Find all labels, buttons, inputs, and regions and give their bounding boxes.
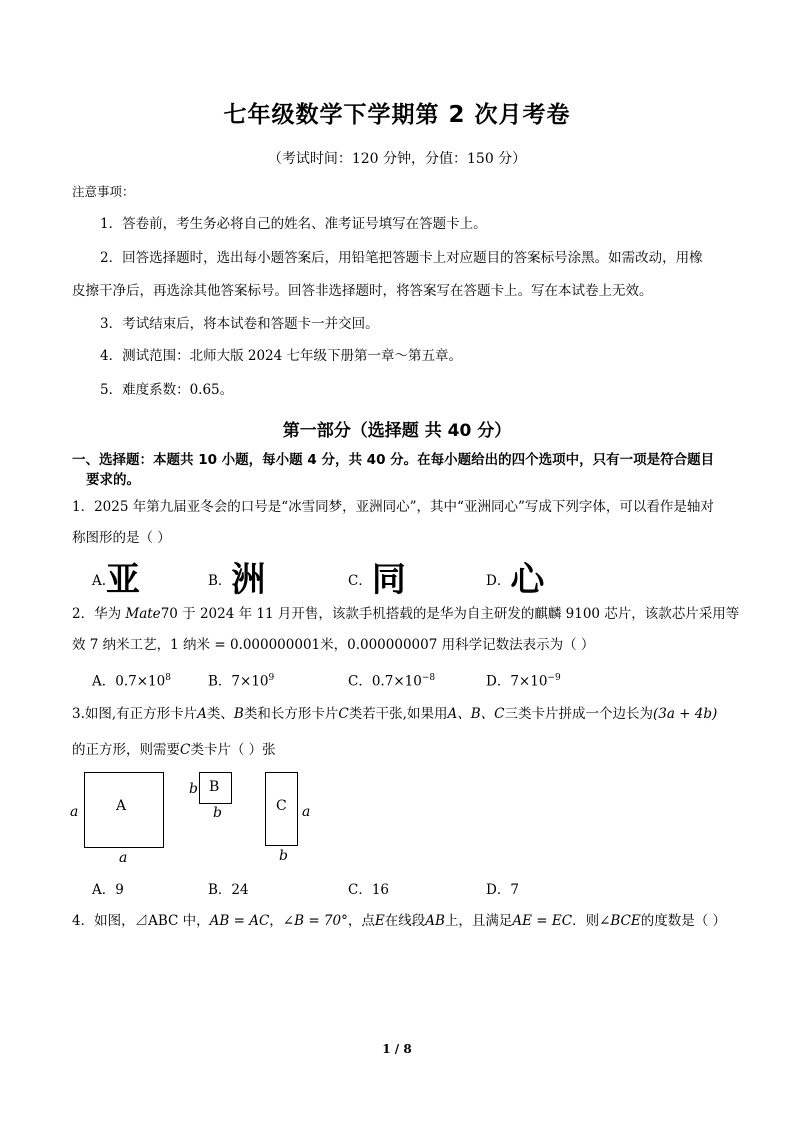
q3-option-b-letter: B． [208, 882, 232, 898]
notice-item-4: 4．测试范围：北师大版 2024 七年级下册第一章～第五章。 [100, 348, 463, 364]
q1-option-a [92, 552, 140, 601]
q2-text-mate: Mate [125, 606, 161, 622]
q4-line-1 [72, 911, 726, 931]
q3-option-d-value: 7 [510, 882, 519, 898]
notice-item-3: 3．考试结束后，将本试卷和答题卡一并交回。 [100, 316, 379, 332]
instruction-tail: ，只有一项是符合题目 [579, 452, 715, 468]
card-c-bottom-label: b [279, 848, 288, 864]
q1-option-b-char: 洲 [231, 560, 266, 600]
q3-option-d [486, 880, 519, 900]
q2-option-b [208, 668, 274, 692]
section-instruction [72, 450, 714, 470]
q4-text-k: ．则 [572, 913, 600, 929]
q4-text-i: 上，且满足 [444, 913, 513, 929]
q3-var-b: B [233, 706, 244, 722]
card-c-side-label: a [302, 804, 311, 820]
q3-text-5: 三类卡片拼成一个边长为 [504, 706, 653, 722]
q4-text-f: E [374, 913, 385, 929]
q1-option-c-char: 同 [371, 560, 406, 600]
q4-text-c: ， [269, 913, 283, 929]
q4-text-a: 4．如图，⊿ABC 中， [72, 913, 210, 929]
q1-option-a-char: 亚 [106, 560, 141, 600]
notice-item-2-line-2: 皮擦干净后，再选涂其他答案标号。回答非选择题时，将答案写在答题卡上。写在本试卷上无效。 [72, 283, 653, 299]
q4-text-e: ，点 [347, 913, 375, 929]
q4-text-l: ∠BCE [599, 913, 641, 929]
q2-option-a-letter: A． [92, 673, 116, 690]
instruction-lead: 一、选择题： [72, 452, 153, 468]
card-c-label: C [276, 798, 287, 814]
card-b-label: B [209, 779, 220, 795]
instruction-line-2: 要求的。 [86, 472, 140, 488]
q2-option-d [486, 668, 561, 692]
q2-text-a: 2．华为 [72, 606, 126, 622]
q3-text-3: 类和长方形卡片 [243, 706, 339, 722]
q1-line-1: 1．2025 年第九届亚冬会的口号是“冰雪同梦，亚洲同心”，其中“亚洲同心”写成下列字体，可以看作是轴对 [72, 499, 714, 515]
notice-heading: 注意事项： [72, 184, 135, 199]
q2-option-a-base: 0.7×10 [115, 673, 166, 690]
q1-option-a-letter: A. [92, 573, 107, 589]
q3-var-c-2: C [180, 742, 191, 758]
q2-option-b-exp: 9 [268, 673, 275, 683]
q1-option-d-char: 心 [510, 560, 545, 600]
q3-var-c: C [338, 706, 349, 722]
q2-option-c-exp: −8 [421, 673, 436, 683]
q3-text-6: 的正方形，则需要 [72, 742, 180, 758]
card-b-bottom-label: b [213, 805, 222, 821]
q3-text-7: 类卡片（ ）张 [190, 742, 276, 758]
q2-line-1 [72, 604, 739, 624]
q4-text-g: 在线段 [384, 913, 426, 929]
card-a-side-label: a [70, 804, 79, 820]
q3-option-b-value: 24 [231, 882, 249, 898]
q3-option-c-letter: C． [348, 882, 372, 898]
q3-option-a-value: 9 [115, 882, 124, 898]
q2-option-d-base: 7×10 [510, 673, 548, 690]
q3-var-a: A [197, 706, 207, 722]
q3-text-1: 3.如图,有正方形卡片 [72, 706, 198, 722]
notice-item-1: 1．答卷前，考生务必将自己的姓名、准考证号填写在答题卡上。 [100, 216, 487, 232]
q3-text-2: 类、 [206, 706, 234, 722]
q1-option-d [486, 552, 544, 601]
q4-text-h: AB [425, 913, 445, 929]
q4-text-d: ∠B = 70° [282, 913, 348, 929]
q3-var-abc: A、B、C [447, 706, 505, 722]
q1-option-b-letter: B． [208, 573, 232, 589]
q2-option-a-exp: 8 [165, 673, 171, 683]
notice-item-2-line-1: 2．回答选择题时，选出每小题答案后，用铅笔把答题卡上对应题目的答案标号涂黑。如需改动，用橡 [100, 250, 703, 266]
q3-expression: (3a + 4b) [652, 706, 718, 722]
exam-subtitle: （考试时间：120 分钟，分值：150 分） [267, 151, 527, 167]
card-a-bottom-label: a [119, 850, 128, 866]
q3-text-4: 类若干张,如果用 [348, 706, 448, 722]
q3-line-1 [72, 704, 717, 724]
q2-option-c-letter: C． [348, 673, 372, 690]
part-one-heading: 第一部分（选择题 共 40 分） [282, 421, 512, 441]
q2-text-b: 70 于 2024 年 11 月开售，该款手机搭载的是华为自主研发的麒麟 9100 芯片，该款芯片采用等 [160, 606, 740, 622]
q1-option-c [348, 552, 406, 601]
q2-line-2: 效 7 纳米工艺，1 纳米 = 0.000000001米，0.000000007 用科学记数法表示为（ ） [72, 637, 595, 653]
notice-item-5: 5．难度系数：0.65。 [100, 382, 234, 398]
exam-title: 七年级数学下学期第 2 次月考卷 [223, 102, 571, 128]
q4-text-j: AE = EC [512, 913, 573, 929]
q1-option-c-letter: C． [348, 573, 372, 589]
instruction-text: 本题共 10 小题，每小题 4 分，共 40 分。在每小题给出的 [153, 452, 512, 468]
card-a-label: A [116, 798, 127, 814]
q2-option-a [92, 668, 171, 692]
q3-option-a [92, 880, 124, 900]
q2-option-c-base: 0.7×10 [371, 673, 422, 690]
q1-option-b [208, 552, 265, 601]
q2-option-b-base: 7×10 [231, 673, 269, 690]
q1-option-d-letter: D． [486, 573, 511, 589]
q3-option-b [208, 880, 249, 900]
q3-line-2 [72, 740, 276, 760]
q3-option-d-letter: D． [486, 882, 511, 898]
page-number: 1 / 8 [382, 1042, 412, 1056]
q3-option-a-letter: A． [92, 882, 116, 898]
instruction-emphasis: 四个选项中 [511, 452, 580, 468]
q3-option-c-value: 16 [371, 882, 390, 898]
q3-option-c [348, 880, 389, 900]
q2-option-d-exp: −9 [547, 673, 561, 683]
q1-line-2: 称图形的是（ ） [72, 530, 171, 546]
q2-option-b-letter: B． [208, 673, 232, 690]
q4-text-b: AB = AC [209, 913, 270, 929]
q2-option-d-letter: D． [486, 673, 511, 690]
card-b-side-label: b [189, 781, 198, 797]
q2-option-c [348, 668, 435, 692]
q4-text-m: 的度数是（ ） [640, 913, 727, 929]
